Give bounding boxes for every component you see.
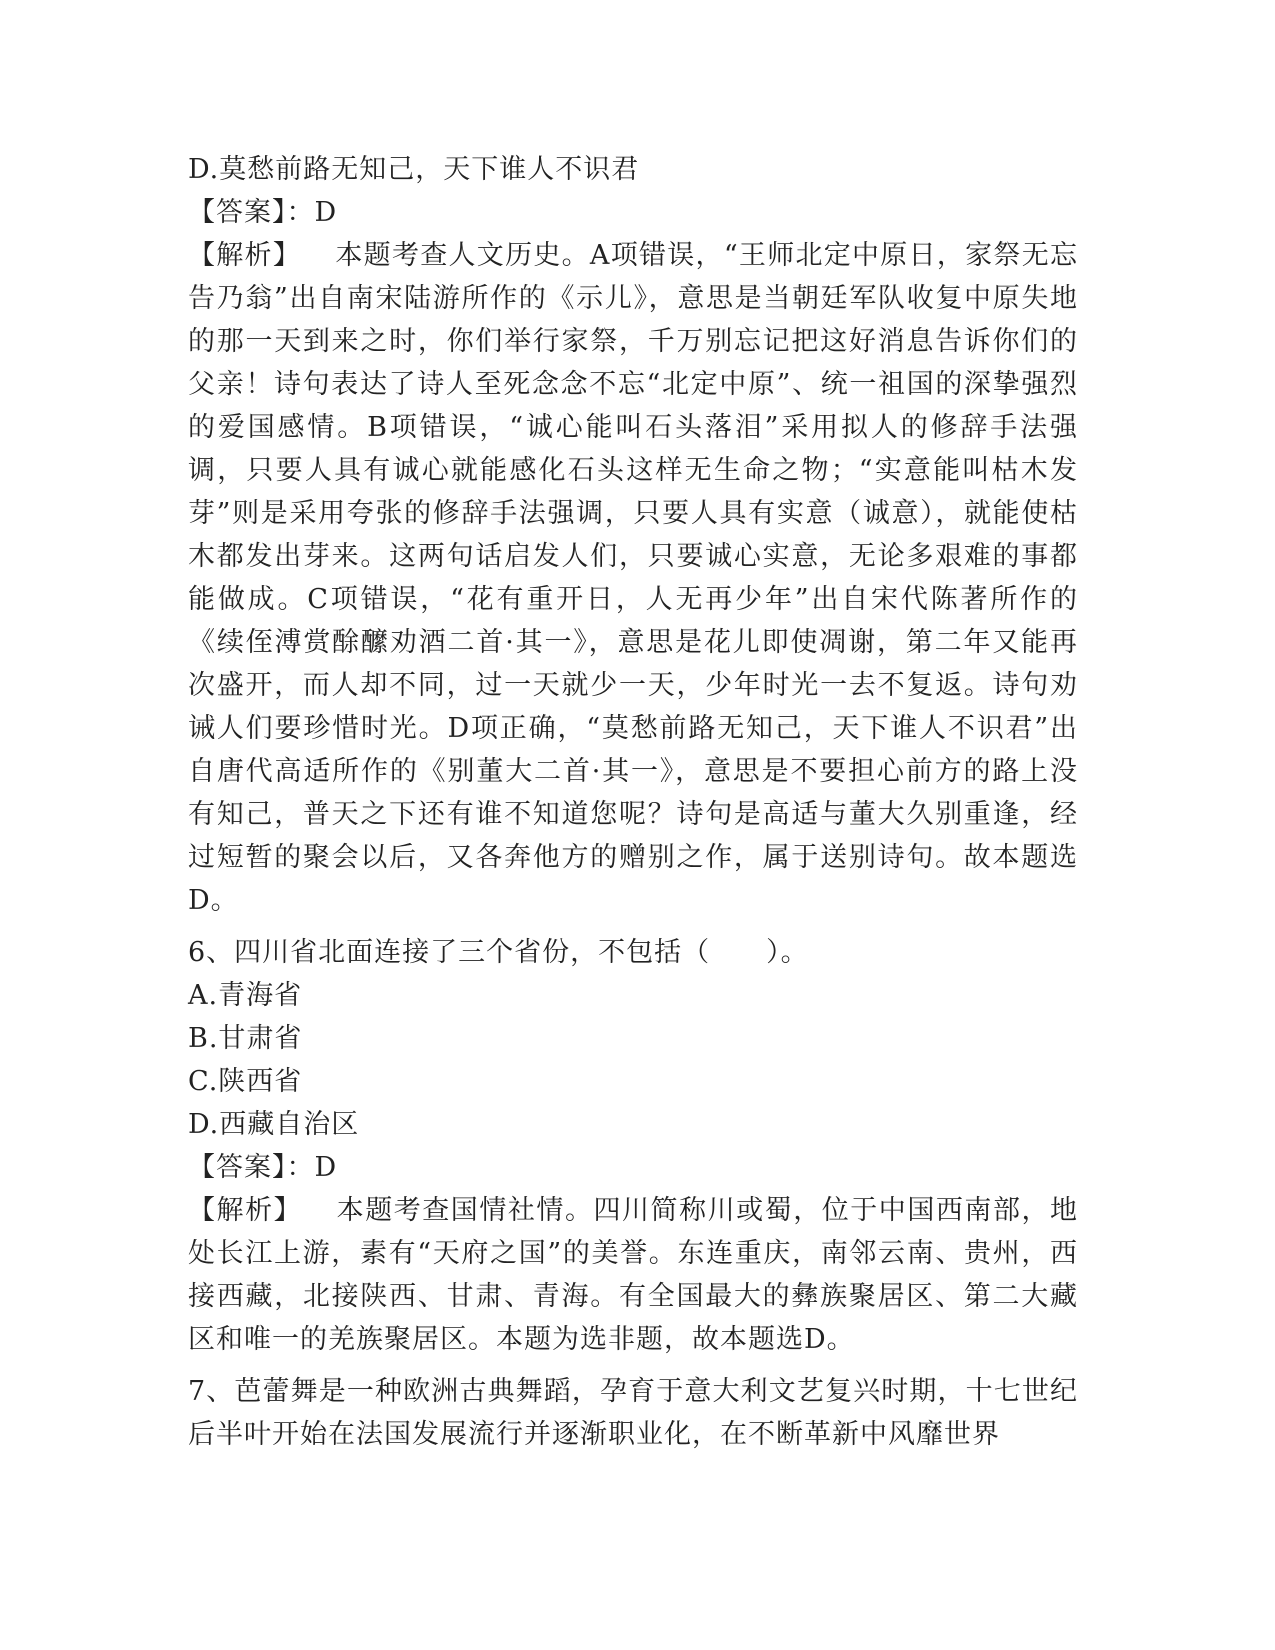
q6-question: 6、四川省北面连接了三个省份，不包括（ ）。 xyxy=(188,937,809,968)
q5-answer: 【答案】：D xyxy=(188,197,338,228)
q6-option-b: B.甘肃省 xyxy=(188,1023,303,1054)
q6-analysis-label: 【解析】 xyxy=(188,1195,303,1226)
q6-option-d: D.西藏自治区 xyxy=(188,1109,360,1140)
q6-analysis-text: 本题考查国情社情。四川简称川或蜀，位于中国西南部，地处长江上游，素有“天府之国”的美誉。东连重庆，南邻云南、贵州，西接西藏，北接陕西、甘肃、青海。有全国最大的彝族聚居区、第二大藏区和唯一的羌族聚居区。本题为选非题，故本题选D。 xyxy=(188,1195,1079,1355)
q6-option-a: A.青海省 xyxy=(188,980,303,1011)
q6-analysis xyxy=(188,1189,1078,1361)
q7-question: 7、芭蕾舞是一种欧洲古典舞蹈，孕育于意大利文艺复兴时期，十七世纪后半叶开始在法国发展流行并逐渐职业化，在不断革新中风靡世界 xyxy=(188,1376,1078,1450)
q5-analysis-label: 【解析】 xyxy=(188,240,302,271)
q5-analysis-text: 本题考查人文历史。A项错误，“王师北定中原日，家祭无忘告乃翁”出自南宋陆游所作的《示儿》，意思是当朝廷军队收复中原失地的那一天到来之时，你们举行家祭，千万别忘记把这好消息告诉你们的父亲！诗句表达了诗人至死念念不忘“北定中原”、统一祖国的深挚强烈的爱国感情。B项错误，“诚心能叫石头落泪”采用拟人的修辞手法强调，只要人具有诚心就能感化石头这样无生命之物；“实意能叫枯木发芽”则是采用夸张的修辞手法强调，只要人具有实意（诚意），就能使枯木都发出芽来。这两句话启发人们，只要诚心实意，无论多艰难的事都能做成。C项错误，“花有重开日，人无再少年”出自宋代陈著所作的《续侄溥赏酴醿劝酒二首·其一》，意思是花儿即使凋谢，第二年又能再次盛开，而人却不同，过一天就少一天，少年时光一去不复返。诗句劝诫人们要珍惜时光。D项正确，“莫愁前路无知己，天下谁人不识君”出自唐代高适所作的《别董大二首·其一》，意思是不要担心前方的路上没有知己，普天之下还有谁不知道您呢？诗句是高适与董大久别重逢，经过短暂的聚会以后，又各奔他方的赠别之作，属于送别诗句。故本题选D。 xyxy=(188,240,1078,916)
q6-option-c: C.陕西省 xyxy=(188,1066,303,1097)
q5-analysis xyxy=(188,234,1078,922)
q6-answer: 【答案】：D xyxy=(188,1152,338,1183)
document-content xyxy=(188,148,1078,1456)
q5-option-d: D.莫愁前路无知己，天下谁人不识君 xyxy=(188,154,640,185)
